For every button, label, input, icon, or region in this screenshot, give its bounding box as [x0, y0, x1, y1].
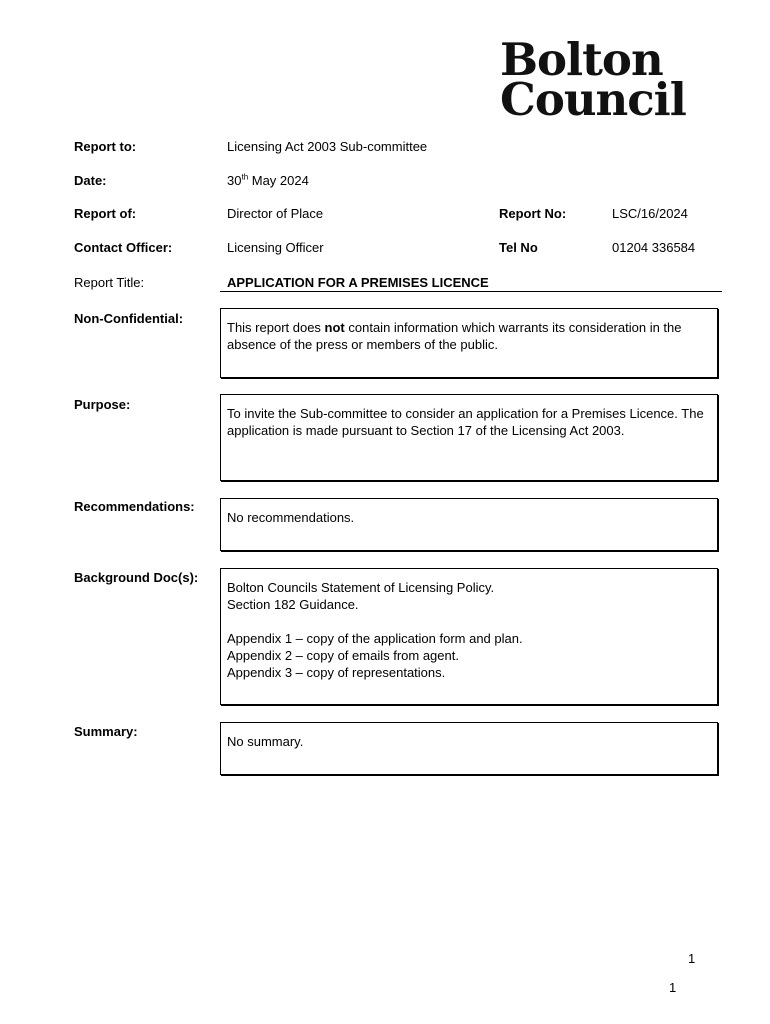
recommendations-label: Recommendations: [74, 499, 195, 514]
tel-no-label: Tel No [499, 240, 538, 255]
contact-officer-value: Licensing Officer [227, 240, 324, 255]
contact-officer-label: Contact Officer: [74, 240, 173, 255]
summary-text: No summary. [227, 734, 304, 749]
appendix-line: Appendix 3 – copy of representations. [227, 665, 446, 680]
date-suffix: th [241, 172, 249, 182]
summary-label: Summary: [74, 724, 138, 739]
contact-row [0, 240, 770, 260]
report-of-label: Report of: [74, 206, 137, 221]
report-to-label: Report to: [74, 139, 137, 154]
date-value [227, 173, 309, 188]
background-doc-line: Section 182 Guidance. [227, 597, 359, 612]
page-number-inner: 1 [688, 951, 696, 966]
non-confidential-box [220, 308, 718, 378]
report-to-row [0, 139, 770, 159]
report-of-value: Director of Place [227, 206, 324, 221]
date-label: Date: [74, 173, 107, 188]
bolton-council-logo [500, 33, 705, 126]
date-day: 30 [227, 173, 242, 188]
purpose-box [220, 394, 718, 481]
title-underline [220, 291, 722, 292]
summary-box [220, 722, 718, 775]
appendix-line: Appendix 1 – copy of the application form and plan. [227, 631, 523, 646]
nc-text-bold: not [324, 320, 345, 335]
page-number-outer: 1 [669, 980, 677, 995]
report-no-label: Report No: [499, 206, 567, 221]
date-rest: May 2024 [248, 173, 309, 188]
report-title-value: APPLICATION FOR A PREMISES LICENCE [227, 275, 489, 290]
report-no-value: LSC/16/2024 [612, 206, 688, 221]
tel-no-value: 01204 336584 [612, 240, 696, 255]
purpose-text: To invite the Sub-committee to consider an application for a Premises Licence. The application is made pursuant to Section 17 of the Licensing Act 2003. [227, 406, 704, 438]
non-confidential-label: Non-Confidential: [74, 311, 184, 326]
logo-line-2: Council [500, 73, 686, 126]
purpose-label: Purpose: [74, 397, 131, 412]
recommendations-box [220, 498, 718, 551]
background-docs-label: Background Doc(s): [74, 570, 199, 585]
appendix-line: Appendix 2 – copy of emails from agent. [227, 648, 459, 663]
report-of-row [0, 206, 770, 226]
background-doc-line: Bolton Councils Statement of Licensing Policy. [227, 580, 495, 595]
logo-line-1: Bolton [500, 33, 663, 86]
report-to-value: Licensing Act 2003 Sub-committee [227, 139, 428, 154]
background-docs-box [220, 568, 718, 705]
report-title-label: Report Title: [74, 275, 145, 290]
nc-text-before: This report does [227, 320, 325, 335]
non-confidential-text [227, 319, 717, 353]
date-row [0, 173, 770, 193]
recommendations-text: No recommendations. [227, 510, 355, 525]
nc-text-after: contain information which warrants its consideration in the absence of the press or members of the public. [227, 320, 686, 352]
